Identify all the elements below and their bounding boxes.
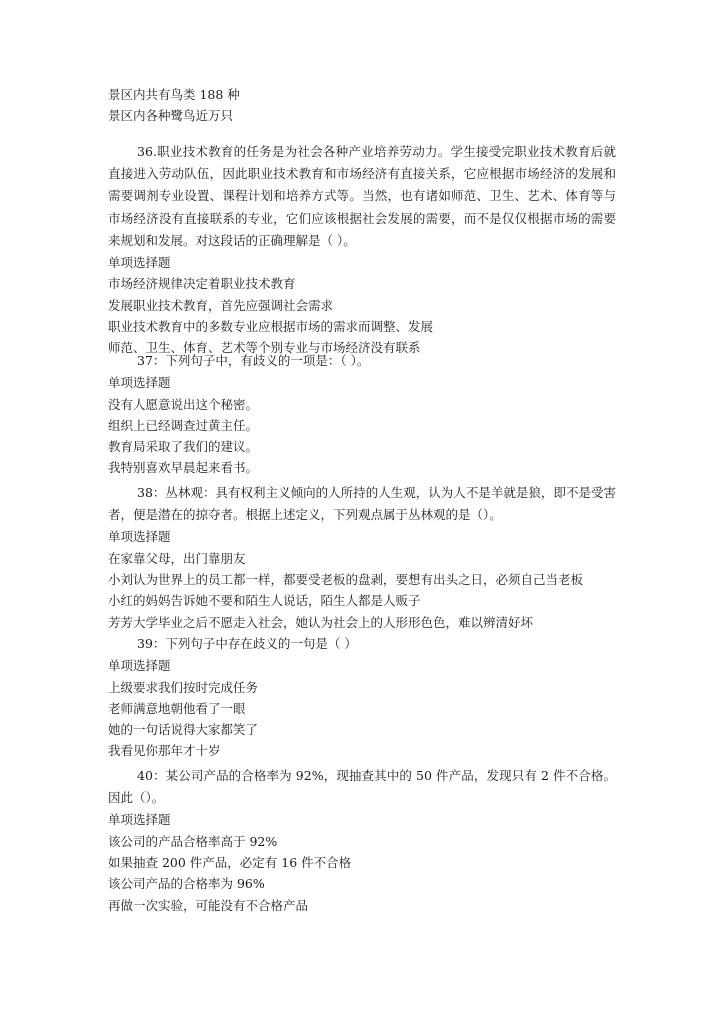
question-type: 单项选择题 bbox=[108, 529, 171, 545]
question-stem: 36.职业技术教育的任务是为社会各种产业培养劳动力。学生接受完职业技术教育后就直接进入劳动队伍，因此职业技术教育和市场经济有直接关系，它应根据市场经济的发展和需要调剂专业设置、课程计划和培养方式等。当然，也有诸如师范、卫生、艺术、体育等与市场经济没有直接联系的专业，它们应该根据社会发展的需要，而不是仅仅根据市场的需要来规划和发展。对这段话的正确理解是（ ）。 bbox=[108, 144, 616, 248]
option[interactable]: 发展职业技术教育，首先应强调社会需求 bbox=[108, 297, 334, 313]
option[interactable]: 再做一次实验，可能没有不合格产品 bbox=[108, 897, 309, 913]
option[interactable]: 职业技术教育中的多数专业应根据市场的需求而调整、发展 bbox=[108, 318, 434, 334]
question-type: 单项选择题 bbox=[108, 812, 171, 828]
intro-line: 景区内各种鹭鸟近万只 bbox=[108, 108, 234, 124]
option[interactable]: 没有人愿意说出这个秘密。 bbox=[108, 396, 259, 412]
option[interactable]: 在家靠父母，出门靠朋友 bbox=[108, 550, 246, 566]
option[interactable]: 组织上已经调查过黄主任。 bbox=[108, 417, 259, 433]
option[interactable]: 她的一句话说得大家都笑了 bbox=[108, 722, 259, 738]
question-type: 单项选择题 bbox=[108, 658, 171, 674]
question-39 bbox=[108, 633, 616, 762]
question-type: 单项选择题 bbox=[108, 255, 171, 271]
option[interactable]: 如果抽查 200 件产品，必定有 16 件不合格 bbox=[108, 855, 352, 870]
question-stem: 37：下列句子中，有歧义的一项是：（ ）。 bbox=[137, 353, 370, 368]
option[interactable]: 师范、卫生、体育、艺术等个别专业与市场经济没有联系 bbox=[108, 340, 421, 356]
option[interactable]: 芳芳大学毕业之后不愿走入社会，她认为社会上的人形形色色，难以辨清好坏 bbox=[108, 614, 534, 630]
question-stem: 39：下列句子中存在歧义的一句是（ ） bbox=[137, 636, 357, 651]
option[interactable]: 我看见你那年才十岁 bbox=[108, 743, 221, 759]
question-type: 单项选择题 bbox=[108, 375, 171, 391]
question-stem: 38：丛林观：具有权利主义倾向的人所持的人生观，认为人不是羊就是狼，即不是受害者，便是潜在的掠夺者。根据上述定义，下列观点属于丛林观的是（）。 bbox=[108, 485, 616, 523]
question-37 bbox=[108, 350, 616, 479]
option[interactable]: 小红的妈妈告诉她不要和陌生人说话，陌生人都是人贩子 bbox=[108, 593, 421, 609]
question-stem: 40：某公司产品的合格率为 92%，现抽查其中的 50 件产品，发现只有 2 件不合格。因此（）。 bbox=[108, 768, 616, 806]
question-40 bbox=[108, 765, 616, 916]
question-38 bbox=[108, 482, 616, 633]
option[interactable]: 该公司产品的合格率为 96% bbox=[108, 876, 265, 892]
option[interactable]: 市场经济规律决定着职业技术教育 bbox=[108, 276, 296, 292]
option[interactable]: 上级要求我们按时完成任务 bbox=[108, 679, 259, 695]
question-36 bbox=[108, 141, 616, 359]
intro-line: 景区内共有鸟类 188 种 bbox=[108, 87, 240, 102]
option[interactable]: 我特别喜欢早晨起来看书。 bbox=[108, 460, 259, 476]
option[interactable]: 小刘认为世界上的员工都一样，都要受老板的盘剥，要想有出头之日，必须自己当老板 bbox=[108, 572, 584, 587]
intro-block bbox=[108, 84, 616, 127]
option[interactable]: 教育局采取了我们的建议。 bbox=[108, 439, 259, 455]
option[interactable]: 老师满意地朝他看了一眼 bbox=[108, 700, 246, 716]
option[interactable]: 该公司的产品合格率高于 92% bbox=[108, 833, 278, 849]
